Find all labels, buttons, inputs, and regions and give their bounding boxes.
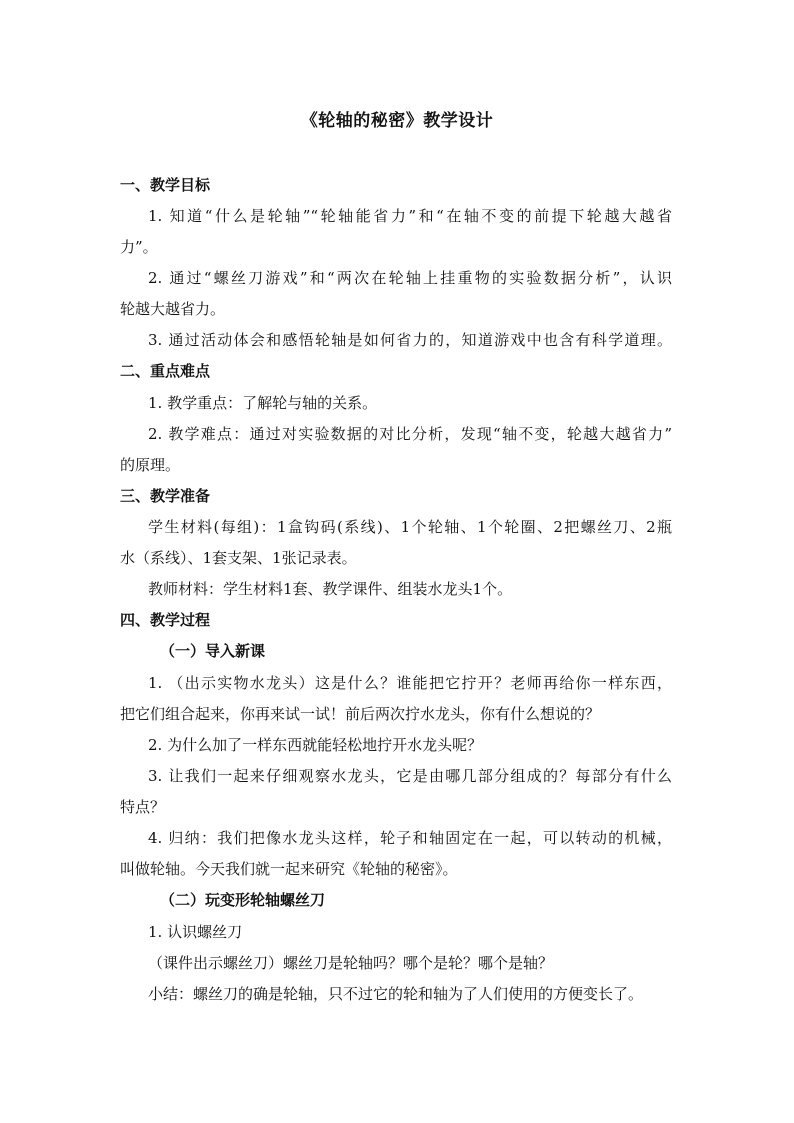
paragraph-line: 3. 让我们一起来仔细观察水龙头，它是由哪几部分组成的？每部分有什么 bbox=[148, 767, 672, 785]
section-heading-key-points: 二、重点难点 bbox=[120, 362, 211, 380]
paragraph-line: 轮越大越省力。 bbox=[120, 300, 226, 318]
paragraph-line: 1. 知道“什么是轮轴”“轮轴能省力”和“在轴不变的前提下轮越大越省 bbox=[148, 207, 672, 225]
paragraph-line: 特点？ bbox=[120, 798, 166, 816]
paragraph-line: 2. 为什么加了一样东西就能轻松地拧开水龙头呢？ bbox=[148, 736, 483, 754]
section-heading-preparation: 三、教学准备 bbox=[120, 487, 211, 505]
paragraph-line: 1. （出示实物水龙头）这是什么？谁能把它拧开？老师再给你一样东西， bbox=[148, 674, 672, 692]
paragraph-line: 1. 教学重点：了解轮与轴的关系。 bbox=[148, 394, 378, 412]
paragraph-line: 把它们组合起来，你再来试一试！前后两次拧水龙头，你有什么想说的？ bbox=[120, 705, 601, 723]
paragraph-line: 学生材料(每组)：1盒钩码(系线)、1个轮轴、1个轮圈、2把螺丝刀、2瓶 bbox=[148, 518, 672, 536]
section-heading-process: 四、教学过程 bbox=[120, 611, 211, 629]
paragraph-line: 教师材料：学生材料1套、教学课件、组装水龙头1个。 bbox=[148, 580, 513, 598]
paragraph-line: 水（系线）、1套支架、1张记录表。 bbox=[120, 549, 357, 567]
paragraph-line: 力”。 bbox=[120, 238, 158, 256]
subsection-heading-screwdriver: （二）玩变形轮轴螺丝刀 bbox=[160, 891, 326, 909]
paragraph-line: 3. 通过活动体会和感悟轮轴是如何省力的，知道游戏中也含有科学道理。 bbox=[148, 331, 672, 349]
paragraph-line: （课件出示螺丝刀）螺丝刀是轮轴吗？哪个是轮？哪个是轴？ bbox=[148, 954, 554, 972]
section-heading-goals: 一、教学目标 bbox=[120, 176, 211, 194]
subsection-heading-intro: （一）导入新课 bbox=[160, 642, 266, 660]
paragraph-line: 2. 通过“螺丝刀游戏”和“两次在轮轴上挂重物的实验数据分析”，认识 bbox=[148, 269, 672, 287]
document-title: 《轮轴的秘密》教学设计 bbox=[300, 111, 494, 131]
paragraph-line: 小结：螺丝刀的确是轮轴，只不过它的轮和轴为了人们使用的方便变长了。 bbox=[148, 985, 644, 1003]
paragraph-line: 1. 认识螺丝刀 bbox=[148, 923, 243, 941]
paragraph-line: 4. 归纳：我们把像水龙头这样，轮子和轴固定在一起，可以转动的机械， bbox=[148, 829, 672, 847]
paragraph-line: 叫做轮轴。今天我们就一起来研究《轮轴的秘密》。 bbox=[120, 860, 458, 878]
paragraph-line: 的原理。 bbox=[120, 456, 181, 474]
paragraph-line: 2. 教学难点：通过对实验数据的对比分析，发现“轴不变，轮越大越省力” bbox=[148, 425, 672, 443]
